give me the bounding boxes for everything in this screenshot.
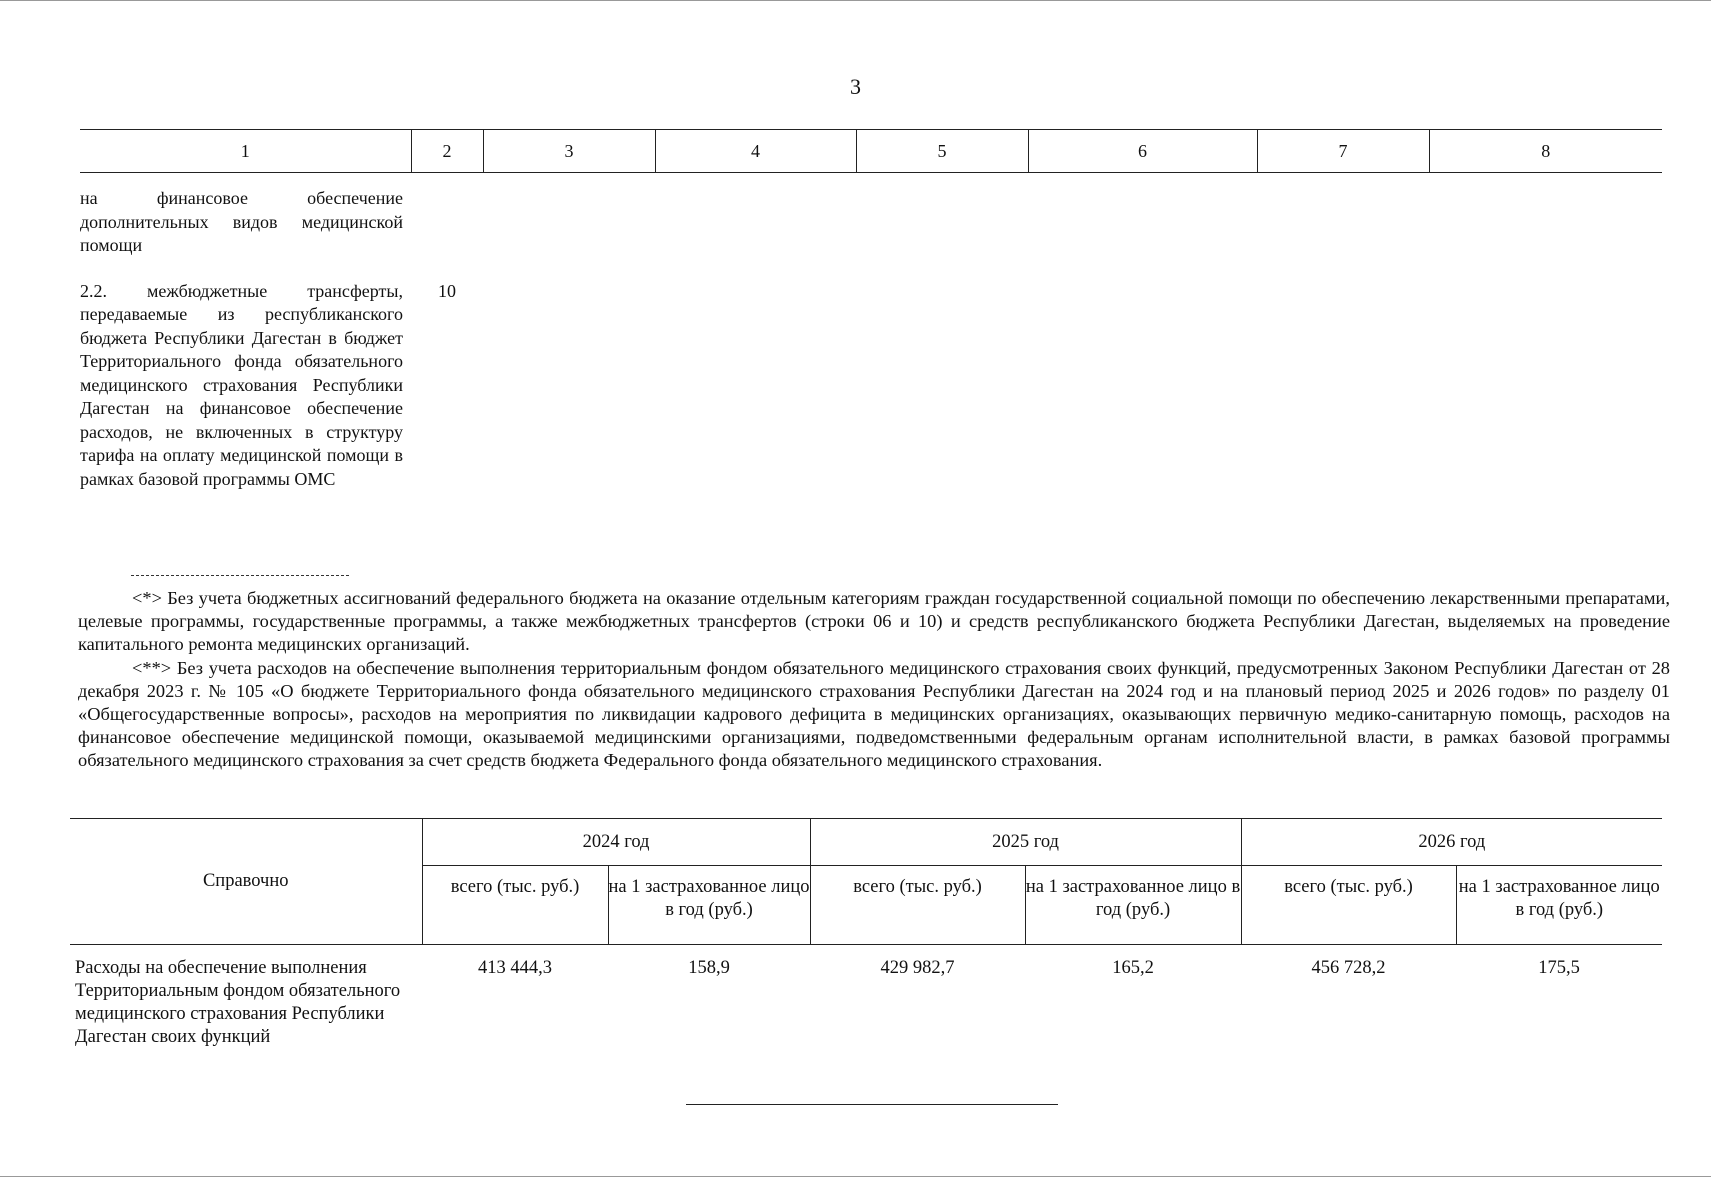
col-header-7: 7 [1257,130,1429,173]
sub-header-total-2025: всего (тыс. руб.) [810,866,1025,945]
col-header-4: 4 [655,130,856,173]
col-header-1: 1 [80,130,411,173]
reference-row-label: Расходы на обеспечение выполнения Территориальным фондом обязательного медицинского страхования Республики Дагестан своих функций [75,958,401,1047]
col-header-2: 2 [411,130,483,173]
table-row [80,258,1662,492]
page-number: 3 [850,74,861,99]
col-header-8: 8 [1429,130,1662,173]
footnote-1: <*> Без учета бюджетных ассигнований федерального бюджета на оказание отдельным категориям граждан государственной социальной помощи по обеспечению лекарственными препаратами, целевые программы, государственные программы, а также межбюджетных трансфертов (строки 06 и 10) и средств республиканского бюджета Республики Дагестан, выделяемых на проведение капитального ремонта медицинских организаций. [78,588,1670,655]
row-code [411,173,483,258]
table-row [70,945,1662,1051]
col-header-3: 3 [483,130,655,173]
row-description: на финансовое обеспечение дополнительных видов медицинской помощи [80,188,403,255]
year-2026-header: 2026 год [1241,819,1662,866]
col-header-5: 5 [856,130,1028,173]
value-per-person-2025: 165,2 [1112,958,1154,978]
value-total-2024: 413 444,3 [478,958,552,978]
reference-table [70,818,1662,1050]
year-2025-header: 2025 год [810,819,1241,866]
sub-header-total-2026: всего (тыс. руб.) [1241,866,1456,945]
page-edge-top [0,0,1711,1]
footnote-separator [131,575,349,576]
col-header-6: 6 [1028,130,1257,173]
reference-label-header: Справочно [70,819,422,945]
row-code: 10 [438,280,456,301]
budget-table [80,129,1662,491]
row-description: 2.2. межбюджетные трансферты, передаваемые из республиканского бюджета Республики Дагестан в бюджет Территориального фонда обязательного медицинского страхования Республики Дагестан на финансовое обеспечение расходов, не включенных в структуру тарифа на оплату медицинской помощи в рамках базовой программы ОМС [80,280,403,489]
value-total-2026: 456 728,2 [1311,958,1386,978]
footnotes [78,587,1670,773]
sub-header-per-person-2026: на 1 застрахованное лицо в год (руб.) [1456,866,1662,945]
sub-header-per-person-2024: на 1 застрахованное лицо в год (руб.) [608,866,810,945]
table-row [80,173,1662,258]
sub-header-total-2024: всего (тыс. руб.) [422,866,608,945]
year-2024-header: 2024 год [422,819,810,866]
value-per-person-2026: 175,5 [1538,958,1580,978]
column-number-row [80,130,1662,173]
value-total-2025: 429 982,7 [880,958,955,978]
end-of-document-line [686,1104,1058,1105]
page-edge-bottom [0,1176,1711,1177]
value-per-person-2024: 158,9 [688,958,730,978]
footnote-2: <**> Без учета расходов на обеспечение выполнения территориальным фондом обязательного медицинского страхования своих функций, предусмотренных Законом Республики Дагестан от 28 декабря 2023 г. № 105 «О бюджете Территориального фонда обязательного медицинского страхования Республики Дагестан на 2024 год и на плановый период 2025 и 2026 годов» по разделу 01 «Общегосударственные вопросы», расходов на мероприятия по ликвидации кадрового дефицита в медицинских организациях, оказывающих первичную медико-санитарную помощь, расходов на финансовое обеспечение медицинской помощи, оказываемой медицинскими организациями, подведомственными федеральным органам исполнительной власти, в рамках базовой программы обязательного медицинского страхования за счет средств бюджета Федерального фонда обязательного медицинского страхования. [78,657,1670,771]
sub-header-per-person-2025: на 1 застрахованное лицо в год (руб.) [1025,866,1241,945]
year-header-row [70,819,1662,866]
